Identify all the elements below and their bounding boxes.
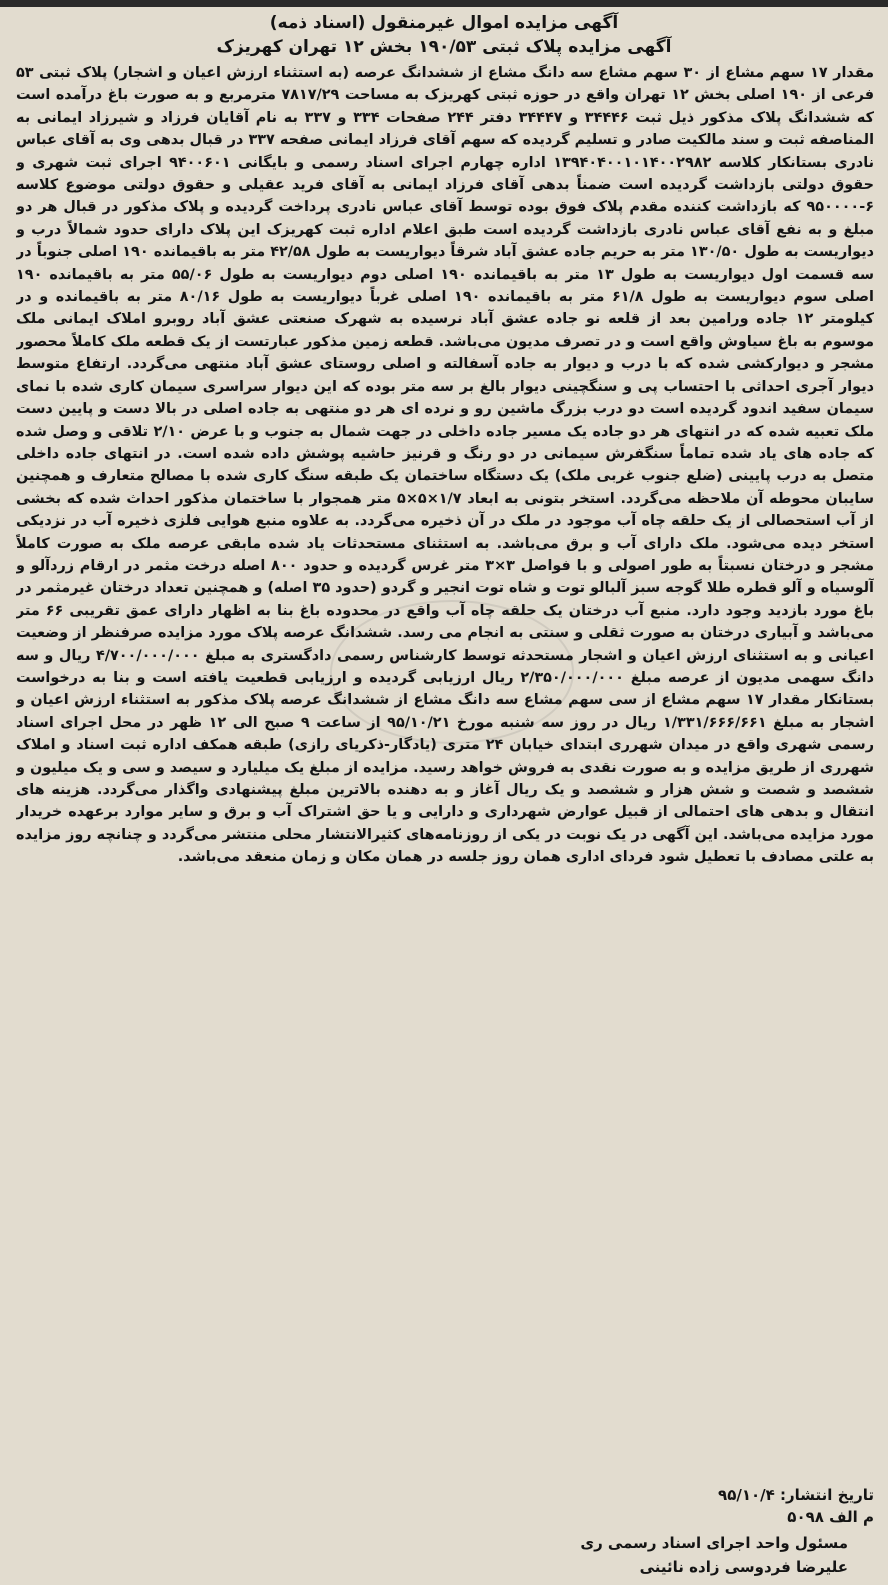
notice-body: مقدار ۱۷ سهم مشاع از ۳۰ سهم مشاع سه دانگ مشاع از ششدانگ عرصه (به استثناء ارزش اعیان و اشجار) پلاک ثبتی ۵۳ فرعی از ۱۹۰ اصلی بخش ۱۲ تهران واقع در حوزه ثبتی کهریزک به مساحت ۷۸۱۷/۲۹ مترمربع و به صورت باغ درآمده است که ششدانگ پلاک مذکور ذیل ثبت ۳۴۴۴۶ و ۳۴۴۴۷ دفتر ۲۴۴ صفحات ۳۳۴ و ۳۳۷ به نام آقایان فرزاد و شیرزاد ایمانی به المناصفه ثبت و سند مالکیت صادر و تسلیم گردیده که سهم آقای فرزاد ایمانی صفحه ۳۳۷ در قبال بدهی وی به آقای عباس نادری بستانکار کلاسه ۱۳۹۴۰۴۰۰۱۰۱۴۰۰۲۹۸۲ اداره چهارم اجرای اسناد رسمی و بایگانی ۹۴۰۰۶۰۱ اجرای ثبت شهری و حقوق دولتی بازداشت گردیده است ضمناً بدهی آقای فرزاد ایمانی به آقای فرید عقیلی و حقوق دولتی موضوع کلاسه ۶-۹۵۰۰۰۰ که بازداشت کننده مقدم پلاک فوق بوده توسط آقای عباس نادری پرداخت گردیده و پلاک مذکور در قبال هر دو مبلغ و به نفع آقای عباس نادری بازداشت گردیده است طبق اعلام اداره ثبت کهریزک این پلاک دارای حدود شمالاً درب و دیواریست به طول ۱۳۰/۵۰ متر به حریم جاده عشق آباد شرقاً دیواریست به طول ۴۲/۵۸ متر به باقیمانده ۱۹۰ اصلی جنوباً در سه قسمت اول دیواریست به طول ۱۳ متر به باقیمانده ۱۹۰ اصلی دوم دیواریست به طول ۵۵/۰۶ متر به باقیمانده ۱۹۰ اصلی سوم دیواریست به طول ۶۱/۸ متر به باقیمانده ۱۹۰ اصلی غرباً دیواریست به طول ۸۰/۱۶ متر به باقیمانده و در کیلومتر ۱۲ جاده ورامین بعد از قلعه نو جاده عشق آباد نرسیده به شهرک صنعتی عشق آباد روبرو املاک ایمانی ملک موسوم به باغ سیاوش واقع است و در تصرف مدیون می‌باشد. قطعه زمین مذکور عبارتست از یک قطعه ملک کاملاً محصور مشجر و دیوارکشی شده که با درب و دیوار به جاده آسفالته و اصلی روستای عشق آباد منتهی می‌گردد. ارتفاع متوسط دیوار آجری احداثی با احتساب پی و سنگچینی دیوار بالغ بر سه متر بوده که این دیوار سراسری سیمان کاری شده با نمای سیمان سفید اندود گردیده است دو درب بزرگ ماشین رو و نرده ای هر دو منتهی به جاده اصلی در بالا دست و پایین دست ملک تعبیه شده که در انتهای هر دو جاده یک مسیر جاده داخلی در جهت شمال به جنوب و با عرض ۲/۱۰ تلاقی و وصل شده که جاده های یاد شده تماماً سنگفرش سیمانی در دو رنگ و قرنیز حاشیه پوشش داده شده است. در انتهای جاده داخلی متصل به درب پایینی (ضلع جنوب غربی ملک) یک دستگاه ساختمان یک طبقه سنگ کاری شده با مصالح متعارف و همچنین سایبان محوطه آن ملاحظه می‌گردد. استخر بتونی به ابعاد ۱/۷×۵×۵ متر همجوار با ساختمان مذکور احداث شده که بخشی از آب استحصالی از یک حلقه چاه آب موجود در ملک در آن ذخیره می‌گردد. به علاوه منبع هوایی فلزی ذخیره آب در نزدیکی استخر دیده می‌شود. ملک دارای آب و برق می‌باشد. به استثنای مستحدثات یاد شده مابقی عرصه ملک به صورت کاملاً مشجر و درختان نسبتاً به طور اصولی و با فواصل ۳×۳ متر غرس گردیده و حدود ۸۰۰ اصله درخت مثمر در ارقام زردآلو و آلوسیاه و آلو قطره طلا گوجه سبز آلبالو توت و شاه توت انجیر و گردو (حدود ۳۵ اصله) و همچنین تعداد درختان غیرمثمر در باغ مورد بازدید وجود دارد. منبع آب درختان یک حلقه چاه آب واقع در محدوده باغ بنا به اظهار دارای عمق تقریبی ۶۶ متر می‌باشد و آبیاری درختان به صورت ثقلی و سنتی به انجام می رسد. ششدانگ عرصه پلاک مورد مزایده صرفنظر از وضعیت اعیانی و به استثنای ارزش اعیان و اشجار مستحدثه توسط کارشناس رسمی دادگستری به مبلغ ۴/۷۰۰/۰۰۰/۰۰۰ ریال و سه دانگ سهمی مدیون از عرصه مبلغ ۲/۳۵۰/۰۰۰/۰۰۰ ریال ارزیابی گردیده و ارزیابی قطعیت یافته است و بنا به درخواست بستانکار مقدار ۱۷ سهم مشاع از سی سهم مشاع سه دانگ مشاع از ششدانگ عرصه پلاک مذکور به استثناء ارزش اعیان و اشجار به مبلغ ۱/۳۳۱/۶۶۶/۶۶۱ ریال در روز سه شنبه مورخ ۹۵/۱۰/۲۱ از ساعت ۹ صبح الی ۱۲ ظهر در محل اجرای اسناد رسمی شهری واقع در میدان شهرری ابتدای خیابان ۲۴ متری (یادگار-ذکریای رازی) طبقه همکف اداره ثبت اسناد و املاک شهرری از طریق مزایده و به صورت نقدی به فروش خواهد رسید. مزایده از مبلغ یک میلیارد و سیصد و سی و یک میلیون و ششصد و شصت و شش هزار و ششصد و یک ریال آغاز و به دهنده بالاترین مبلغ پیشنهادی واگذار می‌گردد. هزینه های انتقال و بدهی های احتمالی از قبیل عوارض شهرداری و دارایی و یا حق اشتراک آب و برق و سایر موارد برعهده خریدار مورد مزایده می‌باشد. این آگهی در یک نوبت در یکی از روزنامه‌های کثیرالانتشار محلی منتشر می‌گردد و چنانچه روز مزایده به علتی مصادف با تعطیل شود فردای اداری همان روز جلسه در همان مکان و زمان منعقد می‌باشد. xyxy=(16,65,874,866)
signature-office: مسئول واحد اجرای اسناد رسمی ری xyxy=(580,1534,848,1552)
top-rule xyxy=(0,0,888,7)
notice-title: آگهی مزایده اموال غیرمنقول (اسناد ذمه) xyxy=(269,13,619,33)
notice-subtitle: آگهی مزایده پلاک ثبتی ۱۹۰/۵۳ بخش ۱۲ تهران کهریزک xyxy=(216,37,672,57)
signature-names: علیرضا فردوسی زاده نائینی xyxy=(639,1558,848,1576)
publish-date: تاریخ انتشار: ۹۵/۱۰/۴ xyxy=(718,1486,874,1504)
reference-number: م الف ۵۰۹۸ xyxy=(787,1508,874,1526)
